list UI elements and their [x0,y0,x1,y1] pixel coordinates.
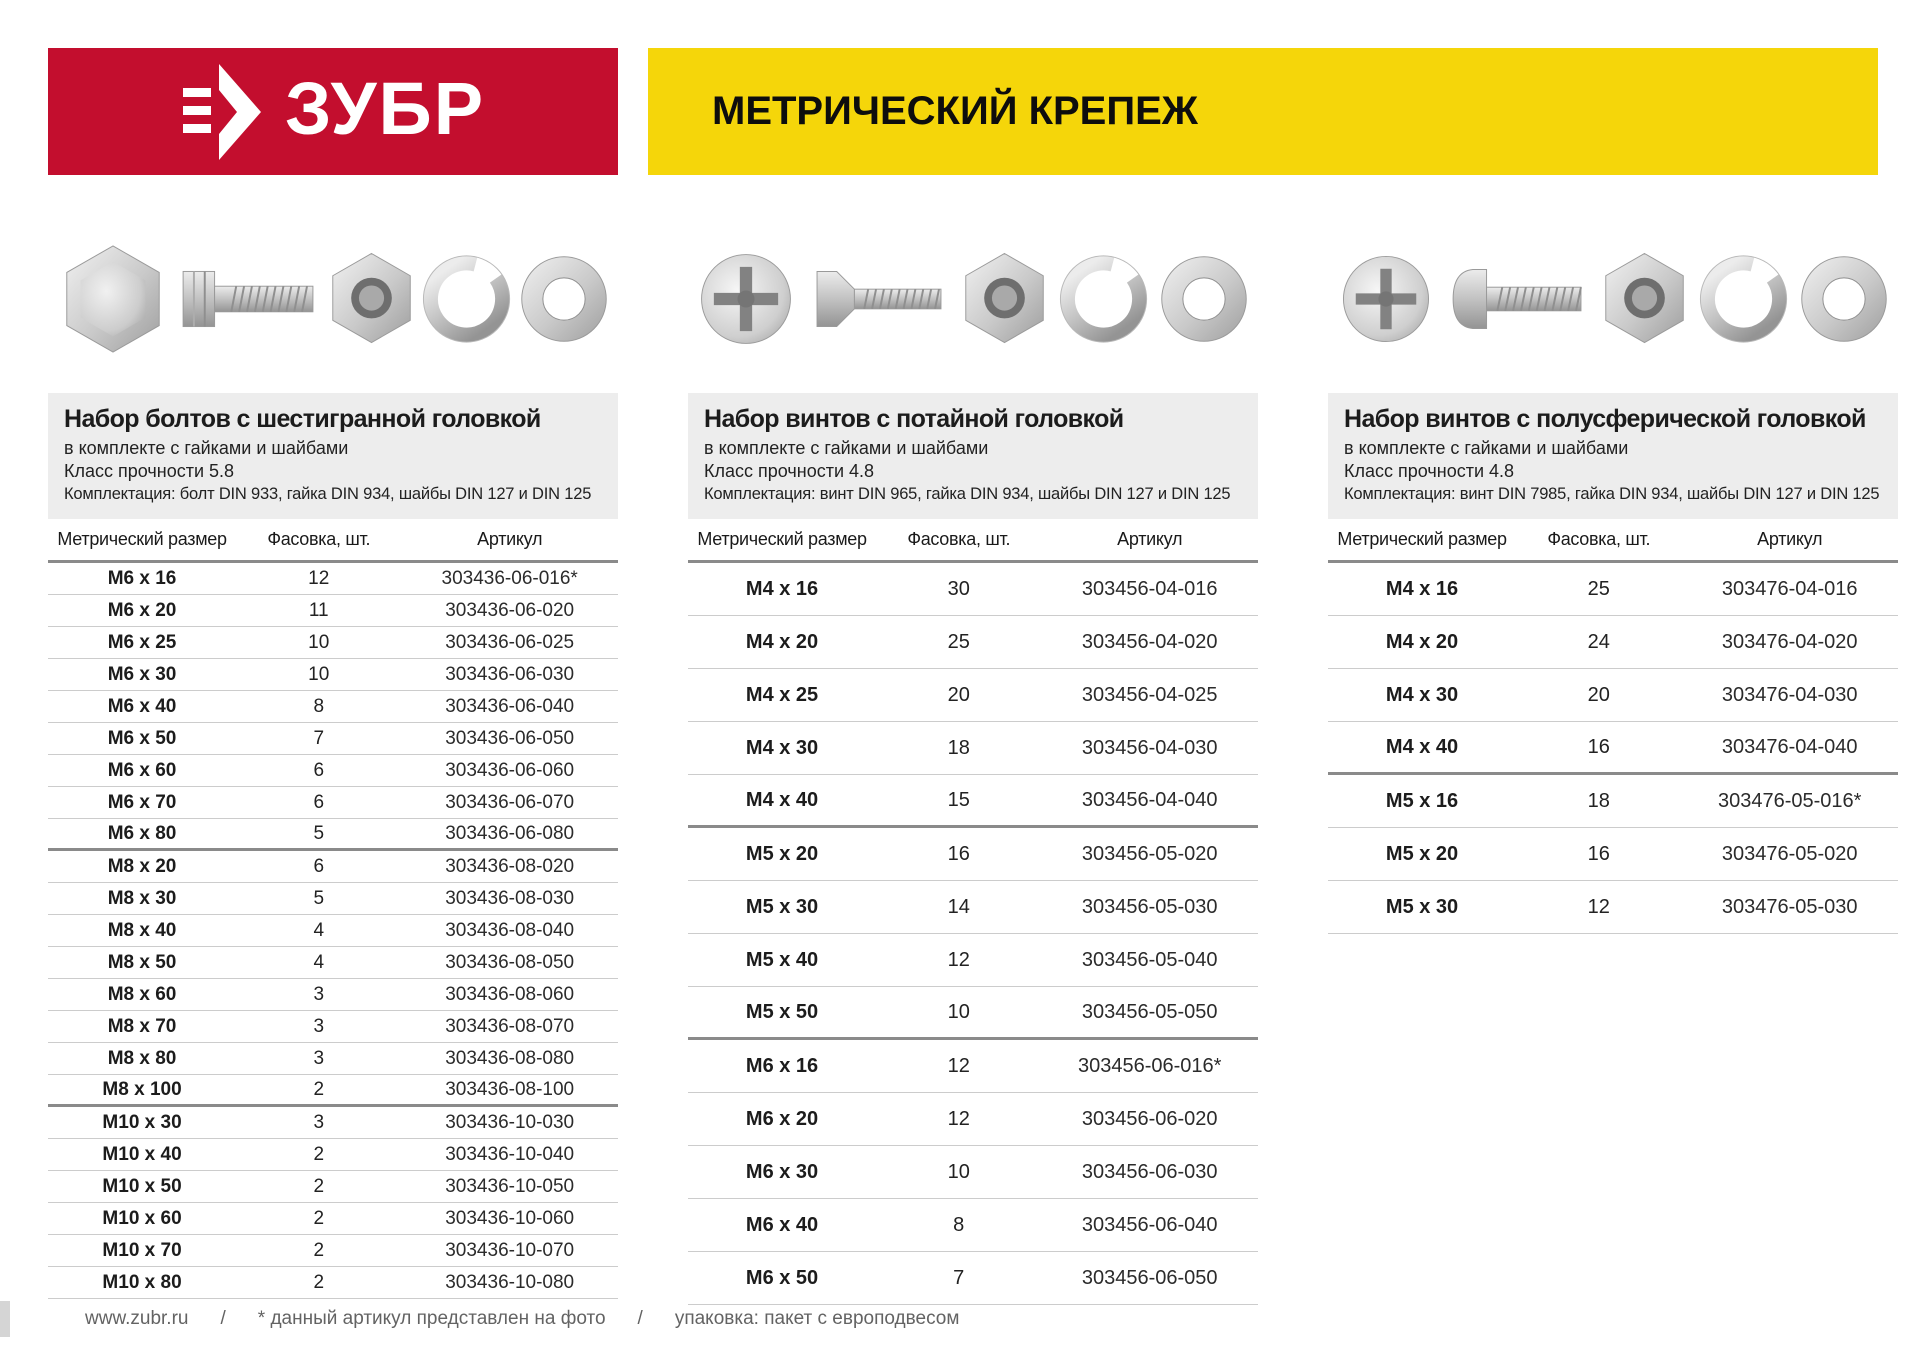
cell-qty: 3 [313,1111,325,1133]
cell-sku: 303436-06-030 [445,663,575,685]
cell-qty: 4 [313,919,325,941]
page-header [48,48,1878,175]
table-row [1328,775,1898,828]
cell-qty: 2 [313,1271,325,1293]
cell-qty: 3 [313,983,325,1005]
cell-sku: 303436-06-040 [445,695,575,717]
table-row [48,691,618,723]
cell-qty: 6 [313,855,325,877]
cell-sku: 303436-08-080 [445,1047,575,1069]
table-row [48,947,618,979]
cell-qty: 20 [1587,683,1610,706]
cell-qty: 2 [313,1078,325,1100]
table-row [1328,881,1898,934]
table-row [48,819,618,851]
table-row [1328,722,1898,775]
product-description [48,393,618,519]
hex-nut-photo [1599,245,1691,353]
catalog-columns [48,175,1878,1305]
table-row [48,1267,618,1299]
table-row [1328,563,1898,616]
product-title: Набор винтов с потайной головкой [704,405,1124,433]
page-footer [0,1301,1920,1341]
strength-class: Класс прочности 4.8 [704,461,875,481]
cell-size: M6 x 25 [107,631,177,653]
cell-size: M6 x 20 [107,599,177,621]
table-row [48,1075,618,1107]
col-header-qty: Фасовка, шт. [1547,529,1651,549]
cell-size: M10 x 70 [102,1239,182,1261]
cell-sku: 303436-06-020 [445,599,575,621]
countersunk-screw-side-view-photo [805,240,953,358]
cell-size: M10 x 40 [102,1143,182,1165]
cell-sku: 303456-05-040 [1081,948,1218,971]
cell-size: M8 x 60 [107,983,177,1005]
table-row [688,563,1258,616]
product-section-countersunk-screws [688,175,1258,1305]
cell-size: M6 x 40 [107,695,177,717]
hex-bolt-top-view-photo [54,240,172,358]
cell-sku: 303456-06-016* [1077,1054,1222,1077]
cell-qty: 11 [308,599,329,621]
cell-size: M10 x 80 [102,1271,182,1293]
flat-washer-photo [1156,245,1252,353]
cell-qty: 12 [308,567,330,589]
cell-qty: 10 [308,663,330,685]
table-row [48,1139,618,1171]
table-row [1328,616,1898,669]
cell-qty: 16 [1587,842,1610,865]
cell-qty: 4 [313,951,325,973]
cell-size: M8 x 50 [107,951,177,973]
table-row [688,1252,1258,1305]
cell-size: M6 x 30 [107,663,177,685]
table-row [48,1107,618,1139]
cell-sku: 303456-05-050 [1081,1000,1218,1023]
cell-qty: 10 [308,631,330,653]
table-body [688,563,1258,1305]
pan-head-screw-side-view-photo [1445,240,1593,358]
cell-sku: 303436-06-016* [441,567,578,589]
col-header-sku: Артикул [1117,529,1183,549]
table-row [688,616,1258,669]
cell-size: M4 x 20 [1385,630,1459,653]
cell-qty: 2 [313,1143,325,1165]
cell-qty: 16 [947,842,970,865]
table-row [688,775,1258,828]
cell-qty: 2 [313,1175,325,1197]
cell-sku: 303456-06-020 [1081,1107,1218,1130]
cell-size: M5 x 30 [745,895,819,918]
cell-sku: 303436-06-080 [445,822,575,844]
cell-size: M8 x 80 [107,1047,177,1069]
site-link[interactable]: www.zubr.ru [85,1308,189,1329]
cell-sku: 303436-06-070 [445,791,575,813]
cell-size: M5 x 16 [1385,789,1459,812]
table-row [688,1199,1258,1252]
table-row [48,723,618,755]
cell-size: M10 x 30 [102,1111,182,1133]
cell-size: M6 x 70 [107,791,177,813]
cell-qty: 15 [947,788,970,811]
spring-washer-photo [421,245,513,353]
cell-qty: 25 [947,630,970,653]
table-row [688,669,1258,722]
footnote-photo-sku: * данный артикул представлен на фото [257,1308,606,1329]
col-header-qty: Фасовка, шт. [267,529,371,549]
countersunk-screw-top-view-photo [694,240,798,358]
cell-size: M6 x 80 [107,822,177,844]
table-body [48,563,618,1299]
cell-qty: 2 [313,1239,325,1261]
cell-sku: 303456-04-025 [1081,683,1218,706]
cell-sku: 303436-08-100 [445,1078,575,1100]
col-header-sku: Артикул [477,529,543,549]
cell-sku: 303476-05-030 [1721,895,1858,918]
footer-separator: / [637,1308,643,1329]
cell-qty: 8 [313,695,325,717]
cell-qty: 12 [947,1107,970,1130]
cell-size: M6 x 50 [107,727,177,749]
footer-accent-bar [0,1301,10,1337]
table-row [1328,828,1898,881]
cell-qty: 10 [947,1000,970,1023]
cell-qty: 2 [313,1207,325,1229]
product-subtitle: в комплекте с гайками и шайбами [1344,438,1629,458]
cell-size: M8 x 20 [107,855,177,877]
table-row [48,755,618,787]
table-row [688,1093,1258,1146]
table-row [48,659,618,691]
cell-sku: 303476-04-020 [1721,630,1858,653]
product-subtitle: в комплекте с гайками и шайбами [704,438,989,458]
cell-qty: 5 [313,822,325,844]
cell-qty: 12 [947,948,970,971]
cell-sku: 303476-04-030 [1721,683,1858,706]
cell-sku: 303436-06-060 [445,759,575,781]
cell-size: M6 x 50 [745,1266,819,1289]
cell-size: M6 x 16 [745,1054,819,1077]
cell-sku: 303436-10-060 [445,1207,575,1229]
cell-size: M6 x 40 [745,1213,819,1236]
col-header-size: Метрический размер [1337,529,1507,549]
table-row [688,1146,1258,1199]
cell-size: M8 x 40 [107,919,177,941]
table-row [48,883,618,915]
cell-sku: 303476-05-016* [1717,789,1862,812]
spring-washer-photo [1698,245,1790,353]
cell-sku: 303436-08-020 [445,855,575,877]
cell-size: M5 x 40 [745,948,819,971]
cell-size: M10 x 60 [102,1207,182,1229]
cell-sku: 303436-08-050 [445,951,575,973]
pan-head-screw-top-view-photo [1334,240,1438,358]
table-row [688,722,1258,775]
table-body [1328,563,1898,934]
cell-sku: 303436-10-070 [445,1239,575,1261]
table-row [48,1011,618,1043]
table-row [688,934,1258,987]
cell-size: M4 x 30 [1385,683,1459,706]
cell-sku: 303436-08-070 [445,1015,575,1037]
cell-size: M5 x 20 [745,842,819,865]
table-row [688,828,1258,881]
table-row [48,979,618,1011]
product-description [688,393,1258,519]
table-row [48,915,618,947]
table-row [48,1043,618,1075]
table-row [48,563,618,595]
cell-sku: 303476-04-016 [1721,577,1858,600]
cell-sku: 303436-08-060 [445,983,575,1005]
table-row [688,1040,1258,1093]
cell-qty: 12 [947,1054,970,1077]
cell-qty: 7 [953,1266,965,1289]
cell-size: M6 x 16 [107,567,177,589]
cell-sku: 303436-06-050 [445,727,575,749]
cell-sku: 303456-04-030 [1081,736,1218,759]
table-header-row [48,519,618,563]
table-row [1328,669,1898,722]
strength-class: Класс прочности 4.8 [1344,461,1515,481]
zubr-bison-icon [181,62,267,162]
table-row [48,1235,618,1267]
product-section-pan-head-screws [1328,175,1898,1305]
cell-size: M6 x 60 [107,759,177,781]
cell-size: M4 x 40 [745,788,819,811]
product-title: Набор винтов с полусферической головкой [1344,405,1866,433]
cell-size: M4 x 20 [745,630,819,653]
table-row [48,627,618,659]
cell-qty: 18 [947,736,970,759]
hex-nut-photo [959,245,1051,353]
cell-sku: 303436-10-040 [445,1143,575,1165]
hex-nut-photo [326,245,418,353]
strength-class: Класс прочности 5.8 [64,461,235,481]
cell-qty: 20 [947,683,970,706]
cell-size: M8 x 70 [107,1015,177,1037]
cell-qty: 7 [313,727,325,749]
cell-size: M4 x 40 [1385,735,1459,758]
spring-washer-photo [1058,245,1150,353]
zubr-logo [48,48,618,175]
table-row [48,851,618,883]
cell-sku: 303456-06-030 [1081,1160,1218,1183]
cell-size: M6 x 30 [745,1160,819,1183]
cell-size: M6 x 20 [745,1107,819,1130]
cell-qty: 10 [947,1160,970,1183]
col-header-sku: Артикул [1757,529,1823,549]
product-photos [688,219,1258,379]
cell-qty: 14 [947,895,970,918]
table-header-row [688,519,1258,563]
kit-contents: Комплектация: болт DIN 933, гайка DIN 934, шайбы DIN 127 и DIN 125 [64,485,592,503]
product-title: Набор болтов с шестигранной головкой [64,405,541,433]
cell-qty: 3 [313,1047,325,1069]
product-section-hex-bolts [48,175,618,1305]
cell-qty: 18 [1587,789,1610,812]
cell-size: M10 x 50 [102,1175,182,1197]
kit-contents: Комплектация: винт DIN 7985, гайка DIN 934, шайбы DIN 127 и DIN 125 [1344,485,1880,503]
kit-contents: Комплектация: винт DIN 965, гайка DIN 934, шайбы DIN 127 и DIN 125 [704,485,1231,503]
col-header-qty: Фасовка, шт. [907,529,1011,549]
product-photos [48,219,618,379]
cell-sku: 303476-05-020 [1721,842,1858,865]
product-subtitle: в комплекте с гайками и шайбами [64,438,349,458]
cell-qty: 12 [1587,895,1610,918]
cell-size: M4 x 30 [745,736,819,759]
col-header-size: Метрический размер [57,529,227,549]
cell-sku: 303436-08-030 [445,887,575,909]
table-row [688,987,1258,1040]
cell-size: M4 x 16 [1385,577,1459,600]
cell-sku: 303456-04-016 [1081,577,1218,600]
hex-bolt-side-view-photo [175,240,323,358]
cell-sku: 303456-05-030 [1081,895,1218,918]
cell-qty: 3 [313,1015,325,1037]
table-row [48,1171,618,1203]
cell-sku: 303456-04-040 [1081,788,1218,811]
cell-qty: 30 [947,577,970,600]
footer-text [85,1308,959,1330]
cell-sku: 303456-05-020 [1081,842,1218,865]
cell-size: M4 x 25 [745,683,819,706]
cell-sku: 303436-08-040 [445,919,575,941]
table-row [48,787,618,819]
cell-size: M8 x 30 [107,887,177,909]
footer-separator: / [220,1308,226,1329]
cell-sku: 303476-04-040 [1721,735,1858,758]
page-title-banner [648,48,1878,175]
cell-qty: 6 [313,759,325,781]
cell-sku: 303436-06-025 [445,631,575,653]
brand-name: ЗУБР [284,66,486,150]
table-row [48,595,618,627]
cell-sku: 303436-10-030 [445,1111,575,1133]
cell-sku: 303436-10-050 [445,1175,575,1197]
cell-size: M8 x 100 [102,1078,182,1100]
cell-qty: 5 [313,887,325,909]
flat-washer-photo [516,245,612,353]
cell-sku: 303436-10-080 [445,1271,575,1293]
table-header-row [1328,519,1898,563]
cell-qty: 16 [1587,735,1610,758]
product-photos [1328,219,1898,379]
product-description [1328,393,1898,519]
flat-washer-photo [1796,245,1892,353]
packaging-note: упаковка: пакет с европодвесом [674,1308,960,1329]
cell-sku: 303456-06-050 [1081,1266,1218,1289]
page-title: МЕТРИЧЕСКИЙ КРЕПЕЖ [712,89,1198,133]
cell-size: M5 x 30 [1385,895,1459,918]
cell-qty: 24 [1587,630,1610,653]
cell-sku: 303456-04-020 [1081,630,1218,653]
cell-size: M5 x 20 [1385,842,1459,865]
cell-size: M4 x 16 [745,577,819,600]
cell-qty: 25 [1587,577,1610,600]
cell-qty: 8 [953,1213,965,1236]
cell-size: M5 x 50 [745,1000,819,1023]
cell-qty: 6 [313,791,325,813]
table-row [48,1203,618,1235]
table-row [688,881,1258,934]
col-header-size: Метрический размер [697,529,867,549]
cell-sku: 303456-06-040 [1081,1213,1218,1236]
